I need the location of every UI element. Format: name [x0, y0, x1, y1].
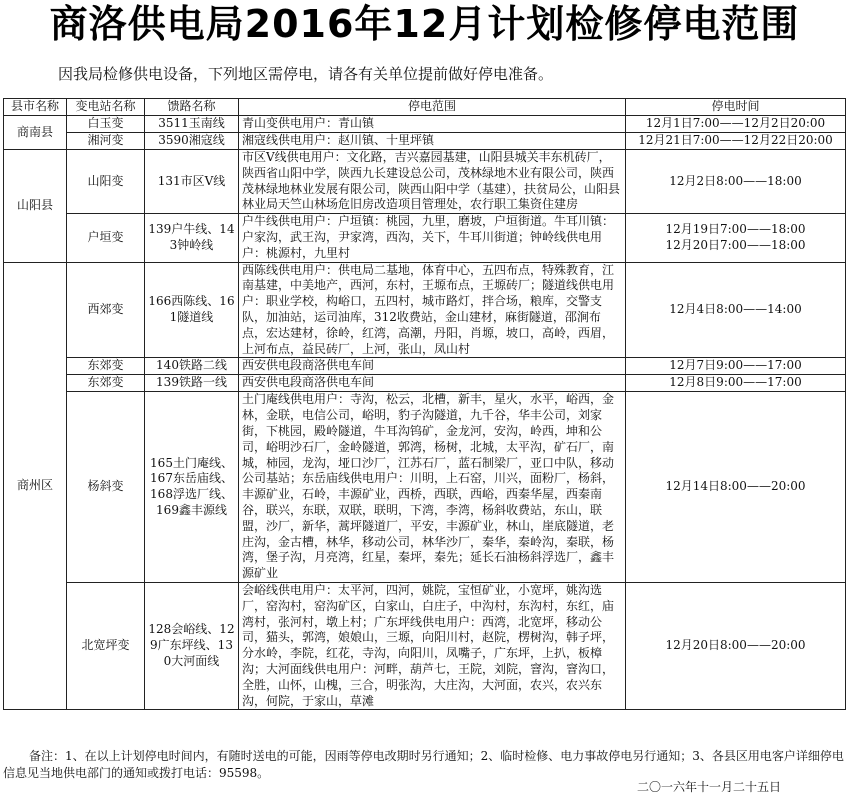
feeder-cell: 165土门庵线、167东岳庙线、168浮选厂线、169鑫丰源线: [145, 392, 239, 583]
station-cell: 东郊变: [67, 375, 145, 392]
table-row: [4, 392, 846, 583]
scope-cell: 青山变供电用户：青山镇: [239, 116, 626, 133]
table-row: [4, 214, 846, 262]
scope-cell: 湘寇线供电用户：赵川镇、十里坪镇: [239, 133, 626, 150]
county-cell: 商南县: [4, 116, 67, 150]
scope-cell: 会峪线供电用户：太平河，四河，姚院，宝恒矿业，小宽坪，姚沟选厂，窑沟村，窑沟矿区，白家山，白庄子，中沟村，东沟村，东红，庙湾村，张河村，墩上村；广东坪线供电用户：西湾，北宽坪，移动公司，猫头，郭湾，娘娘山，三塬，向阳川村，赵院，楞树沟，韩子坪，分水岭，李院，红花，寺沟，向阳川，凤嘴子，广东坪，上扒，板樟沟；大河面线供电用户：河畔，葫芦七，王院，刘院，窨沟，窨沟口，全胜，山怀，山槐，三合，明张沟，大庄沟，大河面，农兴，农兴东沟，何院，于家山，草滩: [239, 582, 626, 709]
county-cell: 商州区: [4, 262, 67, 710]
scope-cell: 市区V线供电用户：文化路，吉兴嘉园基建，山阳县城关丰东机砖厂，陕西省山阳中学，陕西九长建设总公司，茂林绿地木业有限公司，陕西茂林绿地林业发展有限公司，陕西山阳中学（基建），扶贫局公，山阳县林业局天竺山林场危旧房改造项目管理处，农行职工集资住建房: [239, 150, 626, 214]
footnote: 备注：1、在以上计划停电时间内，有随时送电的可能，因雨等停电改期时另行通知；2、临时检修、电力事故停电另行通知；3、各县区用电客户详细停电信息见当地供电部门的通知或拨打电话：95598。: [3, 749, 844, 780]
time-cell: 12月1日7:00——12月2日20:00: [626, 116, 846, 133]
table-header-row: [4, 99, 846, 116]
feeder-cell: 166西陈线、161隧道线: [145, 262, 239, 358]
time-cell: 12月7日9:00——17:00: [626, 358, 846, 375]
table-row: [4, 133, 846, 150]
scope-cell: 户牛线供电用户：户垣镇：桃园，九里，磨坡，户垣街道。牛耳川镇：户家沟，武王沟，尹家湾，西沟，关下，牛耳川街道；钟岭线供电用户：桃源村，九里村: [239, 214, 626, 262]
feeder-cell: 131市区V线: [145, 150, 239, 214]
header-time: 停电时间: [626, 99, 846, 116]
time-cell: 12月19日7:00——18:00 12月20日7:00——18:00: [626, 214, 846, 262]
time-cell: 12月2日8:00——18:00: [626, 150, 846, 214]
station-cell: 户垣变: [67, 214, 145, 262]
schedule-table: [3, 98, 846, 710]
scope-cell: 西安供电段商洛供电车间: [239, 375, 626, 392]
station-cell: 湘河变: [67, 133, 145, 150]
feeder-cell: 139铁路一线: [145, 375, 239, 392]
time-cell: 12月20日8:00——20:00: [626, 582, 846, 709]
station-cell: 山阳变: [67, 150, 145, 214]
header-station: 变电站名称: [67, 99, 145, 116]
station-cell: 北宽坪变: [67, 582, 145, 709]
scope-cell: 西陈线供电用户：供电局二基地，体育中心，五四布点，特殊教育，江南基建，中美地产，西河，东村，王塬布点，王塬砖厂；隧道线供电用户：职业学校，构峪口，五四村，城市路灯，拌合场，粮库，交警支队，加油站，运司油库，312收费站，金山建材，麻街隧道，邵涧布点，宏达建材，徐岭，红湾，高潮，丹阳，肖塬，坡口，高岭，西眉，上河布点，益民砖厂，上河，张山，凤山村: [239, 262, 626, 358]
time-cell: 12月4日8:00——14:00: [626, 262, 846, 358]
header-feeder: 馈路名称: [145, 99, 239, 116]
time-cell: 12月14日8:00——20:00: [626, 392, 846, 583]
feeder-cell: 139户牛线、143钟岭线: [145, 214, 239, 262]
table-row: [4, 582, 846, 709]
table-row: [4, 116, 846, 133]
feeder-cell: 3590湘寇线: [145, 133, 239, 150]
station-cell: 东郊变: [67, 358, 145, 375]
issue-date: 二〇一六年十一月二十五日: [636, 780, 781, 794]
table-row: [4, 150, 846, 214]
feeder-cell: 140铁路二线: [145, 358, 239, 375]
time-cell: 12月21日7:00——12月22日20:00: [626, 133, 846, 150]
intro-text: 因我局检修供电设备，下列地区需停电，请各有关单位提前做好停电准备。: [58, 65, 554, 83]
station-cell: 杨斜变: [67, 392, 145, 583]
table-row: [4, 358, 846, 375]
page-title: 商洛供电局2016年12月计划检修停电范围: [49, 2, 800, 46]
table-row: [4, 375, 846, 392]
station-cell: 西郊变: [67, 262, 145, 358]
county-cell: 山阳县: [4, 150, 67, 263]
feeder-cell: 128会峪线、129广东坪线、130大河面线: [145, 582, 239, 709]
time-cell: 12月8日9:00——17:00: [626, 375, 846, 392]
scope-cell: 西安供电段商洛供电车间: [239, 358, 626, 375]
header-county: 县市名称: [4, 99, 67, 116]
table-row: [4, 262, 846, 358]
feeder-cell: 3511玉南线: [145, 116, 239, 133]
scope-cell: 土门庵线供电用户：寺沟，松云，北槽，新丰，星火，水平，峪西，金林，金联，电信公司，峪明，豹子沟隧道，九千谷，华丰公司，刘家街，下桃园，殿岭隧道，牛耳沟钨矿，金龙河，安沟，岭西，坤和公司，峪明沙石厂，金岭隧道，郭湾，杨树，北城，太平沟，矿石厂，南城，柿园，龙沟，垭口沙厂，江苏石厂，蓝石制梁厂，亚口中队，移动公司基站；东岳庙线供电用户：川明，上石窑，川兴，面粉厂，杨斜，丰源矿业，石岭，丰源矿业，西桥，西联，西峪，西秦华屋，西秦南谷，联兴，东联，双联，联明，下湾，李湾，杨斜收费站，东山，联盟，沙厂，新华，蒿坪隧道厂，平安，丰源矿业，林山，崖底隧道，老庄沟，金古槽，林华，移动公司，林华沙厂，秦华，秦岭沟，秦联，杨湾，堡子沟，月亮湾，红星，秦坪，秦先；延长石油杨斜浮选厂，鑫丰源矿业: [239, 392, 626, 583]
header-scope: 停电范围: [239, 99, 626, 116]
station-cell: 白玉变: [67, 116, 145, 133]
